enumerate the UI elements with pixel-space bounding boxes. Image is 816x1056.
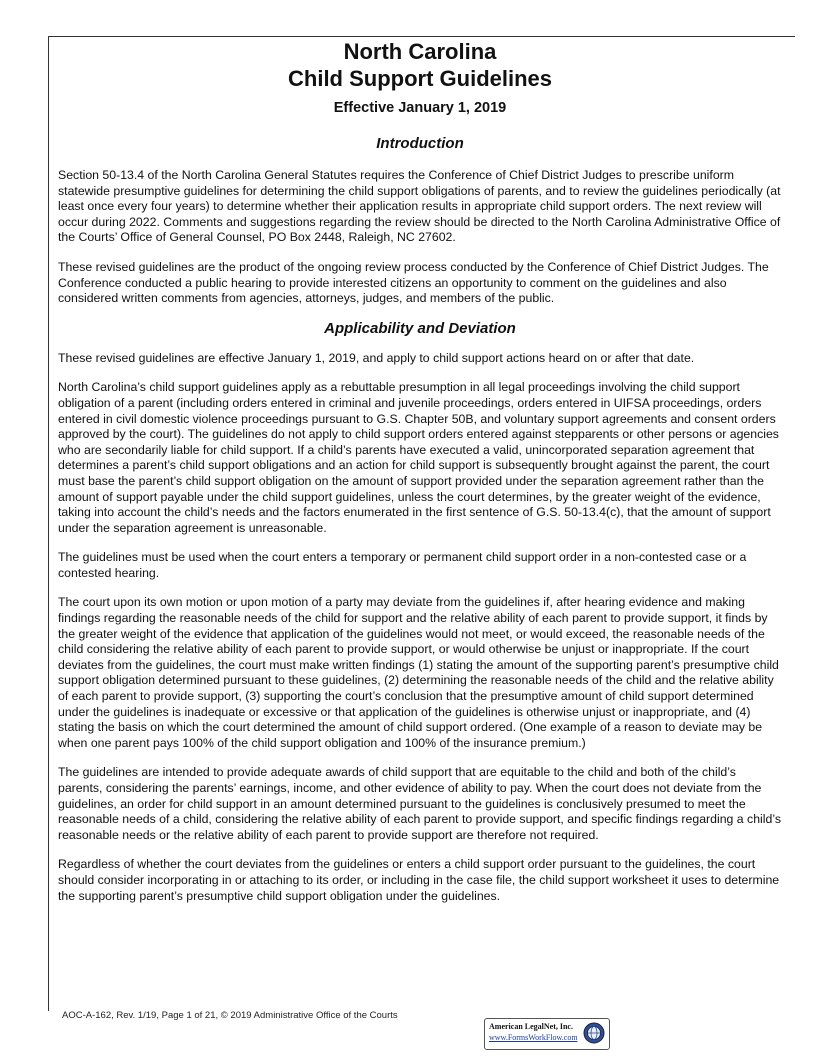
applicability-paragraph-1: These revised guidelines are effective January 1, 2019, and apply to child support actions heard on or after that date. bbox=[58, 350, 695, 365]
applicability-paragraph-2: North Carolina’s child support guidelines apply as a rebuttable presumption in all legal proceedings involving the child support obligation of a parent (including orders entered in criminal and juvenile proceedings, orders entered in UIFSA proceedings, orders entered in civil domestic violence proceedings pursuant to G.S. Chapter 50B, and voluntary support agreements and consent orders approved by the court). The guidelines do not apply to child support orders entered against stepparents or other persons or agencies who are secondarily liable for child support. If a child’s parents have executed a valid, unincorporated separation agreement that determines a parent’s child support obligations and an action for child support is subsequently brought against the parent, the court must base the parent’s child support obligation on the amount of support provided under the separation agreement rather than the amount of support payable under the child support guidelines, unless the court determines, by the greater weight of the evidence, taking into account the child’s needs and the factors enumerated in the first sentence of G.S. 50-13.4(c), that the amount of support under the separation agreement is unreasonable. bbox=[58, 380, 779, 535]
introduction-heading: Introduction bbox=[376, 135, 464, 152]
applicability-paragraph-5: The guidelines are intended to provide adequate awards of child support that are equitable to the child and both of the child’s parents, considering the parents’ earnings, income, and other evidence of ability to pay. When the court does not deviate from the guidelines, an order for child support in an amount determined pursuant to the guidelines is conclusively presumed to meet the reasonable needs of a child, considering the relative ability of each parent to provide support, and specific findings regarding a child’s reasonable needs or the relative ability of each parent to provide support are therefore not required. bbox=[58, 765, 782, 842]
title-line-2: Child Support Guidelines bbox=[288, 66, 552, 91]
applicability-heading: Applicability and Deviation bbox=[324, 319, 516, 337]
logo-url-link[interactable]: www.FormsWorkFlow.com bbox=[489, 1033, 578, 1042]
applicability-paragraph-4: The court upon its own motion or upon motion of a party may deviate from the guidelines if, after hearing evidence and making findings regarding the reasonable needs of the child for support and the relative ability of each parent to provide support, it finds by the greater weight of the evidence that application of the guidelines would not meet, or would exceed, the reasonable needs of the child considering the relative ability of each parent to provide support, or would otherwise be unjust or inappropriate. If the court deviates from the guidelines, the court must make written findings (1) stating the amount of the supporting parent’s presumptive child support obligation determined pursuant to these guidelines, (2) determining the reasonable needs of the child and the relative ability of each parent to provide support, (3) supporting the court’s conclusion that the presumptive amount of child support determined under the guidelines is inadequate or excessive or that application of the guidelines is otherwise unjust or inappropriate, and (4) stating the basis on which the court determined the amount of child support ordered. (One example of a reason to deviate may be when one parent pays 100% of the child support obligation and 100% of the insurance premium.) bbox=[58, 595, 779, 750]
applicability-paragraph-6: Regardless of whether the court deviates from the guidelines or enters a child support order pursuant to the guidelines, the court should consider incorporating in or attaching to its order, or including in the case file, the child support worksheet it uses to determine the supporting parent’s presumptive child support obligation under the guidelines. bbox=[58, 857, 780, 903]
logo-company-name: American LegalNet, Inc. bbox=[489, 1022, 573, 1031]
document-title bbox=[58, 38, 782, 92]
applicability-paragraph-3: The guidelines must be used when the court enters a temporary or permanent child support order in a non-contested case or a contested hearing. bbox=[58, 550, 747, 580]
globe-icon bbox=[583, 1022, 605, 1044]
americanlegalnet-logo[interactable] bbox=[484, 1018, 610, 1050]
document-body bbox=[58, 38, 782, 904]
intro-paragraph-2: These revised guidelines are the product of the ongoing review process conducted by the Conference of Chief District Judges. The Conference conducted a public hearing to provide interested citizens an opportunity to comment on the guidelines and also considered written comments from agencies, attorneys, judges, and members of the public. bbox=[58, 259, 769, 306]
form-footer: AOC-A-162, Rev. 1/19, Page 1 of 21, © 2019 Administrative Office of the Courts bbox=[62, 1010, 398, 1021]
title-line-1: North Carolina bbox=[343, 39, 497, 64]
intro-paragraph-1: Section 50-13.4 of the North Carolina General Statutes requires the Conference of Chief District Judges to prescribe uniform statewide presumptive guidelines for determining the child support obligations of parents, and to review the guidelines periodically (at least once every four years) to determine whether their application results in appropriate child support orders. The next review will occur during 2022. Comments and suggestions regarding the review should be directed to the North Carolina Administrative Office of the Courts’ Office of General Counsel, PO Box 2448, Raleigh, NC 27602. bbox=[58, 168, 781, 245]
effective-date: Effective January 1, 2019 bbox=[333, 100, 507, 116]
